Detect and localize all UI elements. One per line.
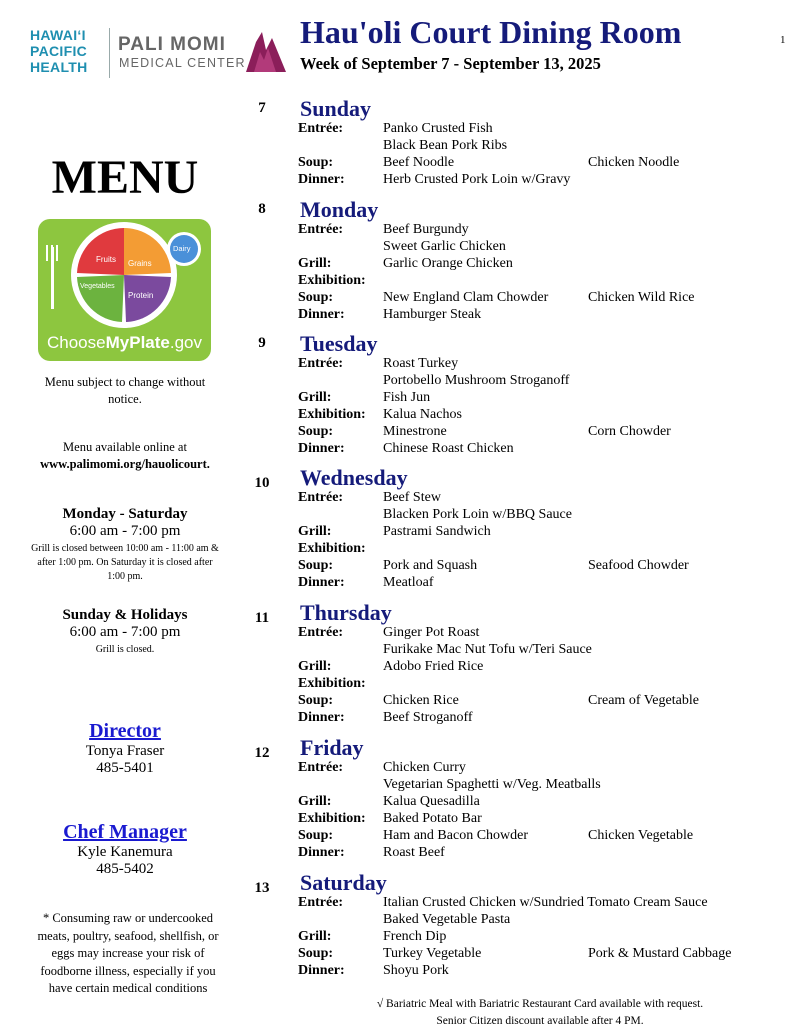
day-name: Friday	[300, 735, 364, 760]
notice-line: Menu subject to change without	[44, 375, 206, 389]
menu-row	[298, 760, 798, 777]
day-name: Monday	[300, 197, 379, 222]
hph-logo-line: HEALTH	[30, 59, 88, 75]
menu-category-label: Entrée:	[298, 356, 344, 371]
menu-category-label: Exhibition:	[298, 406, 366, 422]
footer-notes	[330, 996, 750, 1030]
pali-momi-logo-text: PALI MOMI	[118, 34, 226, 55]
menu-row	[298, 307, 798, 324]
soup-item-alt: Chicken Vegetable	[588, 827, 694, 843]
menu-row	[298, 575, 798, 592]
gov-text: .gov	[169, 333, 202, 352]
soup-item-alt: Seafood Chowder	[588, 557, 689, 573]
menu-category-label: Dinner:	[298, 709, 345, 725]
menu-category-label: Dinner:	[298, 844, 345, 860]
disclaimer-line: meats, poultry, seafood, shellfish, or	[37, 928, 219, 943]
choosemyplate-text	[38, 333, 211, 353]
grill-note-line: 1:00 pm.	[107, 571, 143, 582]
menu-category-label: Grill:	[298, 658, 332, 674]
director-name: Tonya Fraser	[85, 743, 165, 759]
menu-row	[298, 490, 798, 507]
grill-note-line: after 1:00 pm. On Saturday it is closed after	[37, 557, 213, 568]
day-number: 12	[254, 745, 270, 761]
menu-row	[298, 710, 798, 727]
menu-category-label: Grill:	[298, 255, 332, 271]
day-name: Tuesday	[300, 331, 378, 356]
soup-item-alt: Corn Chowder	[588, 423, 671, 439]
weekday-hours: 6:00 am - 7:00 pm	[69, 523, 181, 539]
menu-row	[298, 390, 798, 407]
page-number: 1	[780, 34, 786, 46]
menu-category-label: Soup:	[298, 557, 334, 573]
menu-category-label: Exhibition:	[298, 540, 366, 556]
page-title: Hau'oli Court Dining Room	[300, 14, 682, 50]
soup-item-alt: Chicken Noodle	[588, 154, 680, 170]
website-url: www.palimomi.org/hauolicourt.	[40, 457, 210, 471]
menu-row	[298, 845, 798, 862]
menu-item: Roast Beef	[383, 844, 445, 860]
menu-row	[298, 929, 798, 946]
dairy-label: Dairy	[173, 244, 191, 253]
myplate-text: MyPlate	[105, 333, 170, 352]
chef-name: Kyle Kanemura	[77, 844, 173, 860]
menu-item: Furikake Mac Nut Tofu w/Teri Sauce	[383, 641, 592, 657]
chef-manager-link[interactable]: Chef Manager	[63, 821, 187, 843]
fruits-label: Fruits	[96, 255, 116, 264]
menu-item: Turkey Vegetable	[383, 945, 482, 961]
menu-row	[298, 441, 798, 458]
myplate-icon	[38, 219, 211, 331]
menu-item: Herb Crusted Pork Loin w/Gravy	[383, 171, 571, 187]
notice-line: notice.	[108, 392, 142, 406]
menu-row	[298, 222, 798, 239]
grains-label: Grains	[128, 259, 152, 268]
day-number: 13	[254, 880, 270, 896]
weekend-heading: Sunday & Holidays	[62, 607, 188, 623]
menu-row	[298, 558, 798, 575]
director-link[interactable]: Director	[89, 720, 161, 742]
menu-category-label: Entrée:	[298, 490, 344, 505]
menu-row	[298, 256, 798, 273]
hph-logo-text	[30, 27, 88, 75]
weekday-heading: Monday - Saturday	[62, 506, 188, 522]
menu-item: Sweet Garlic Chicken	[383, 238, 506, 254]
menu-category-label: Entrée:	[298, 760, 344, 775]
menu-item: Beef Stroganoff	[383, 709, 473, 725]
weekday-hours-block	[0, 506, 250, 584]
day-number: 10	[254, 475, 270, 491]
change-notice	[0, 374, 250, 408]
menu-category-label: Exhibition:	[298, 272, 366, 288]
menu-row	[298, 121, 798, 138]
day-name: Thursday	[300, 600, 392, 625]
online-line: Menu available online at	[63, 440, 187, 454]
menu-category-label: Dinner:	[298, 440, 345, 456]
menu-item: Kalua Quesadilla	[383, 793, 480, 809]
menu-row	[298, 642, 798, 659]
menu-row	[298, 356, 798, 373]
menu-category-label: Grill:	[298, 523, 332, 539]
menu-item: Baked Vegetable Pasta	[383, 911, 511, 927]
menu-category-label: Dinner:	[298, 574, 345, 590]
menu-row	[298, 155, 798, 172]
menu-item: Hamburger Steak	[383, 306, 482, 322]
weekend-hours-block	[0, 607, 250, 657]
menu-item: Roast Turkey	[383, 356, 459, 371]
menu-category-label: Entrée:	[298, 625, 344, 640]
menu-item: Ginger Pot Roast	[383, 625, 480, 640]
menu-category-label: Soup:	[298, 423, 334, 439]
choose-text: Choose	[47, 333, 106, 352]
menu-category-label: Soup:	[298, 154, 334, 170]
menu-row	[298, 373, 798, 390]
menu-heading: MENU	[51, 151, 199, 204]
menu-category-label: Dinner:	[298, 962, 345, 978]
menu-item: Ham and Bacon Chowder	[383, 827, 529, 843]
menu-item: Chinese Roast Chicken	[383, 440, 514, 456]
pali-momi-mountain-icon	[246, 30, 286, 72]
menu-category-label: Entrée:	[298, 895, 344, 910]
senior-discount-note: Senior Citizen discount available after 4 PM.	[436, 1015, 644, 1027]
chef-block	[0, 821, 250, 878]
menu-row	[298, 507, 798, 524]
disclaimer-line: * Consuming raw or undercooked	[42, 911, 214, 925]
menu-item: Portobello Mushroom Stroganoff	[383, 372, 570, 388]
soup-item-alt: Cream of Vegetable	[588, 692, 699, 708]
disclaimer-line: have certain medical conditions	[48, 981, 208, 995]
menu-item: Chicken Curry	[383, 760, 466, 775]
menu-item: Pastrami Sandwich	[383, 523, 491, 539]
menu-category-label: Soup:	[298, 945, 334, 961]
menu-row	[298, 541, 798, 558]
day-name: Saturday	[300, 870, 387, 895]
menu-item: Baked Potato Bar	[383, 810, 482, 826]
menu-item: Beef Burgundy	[383, 222, 469, 237]
day-number: 7	[258, 100, 266, 116]
weekend-hours: 6:00 am - 7:00 pm	[69, 624, 181, 640]
menu-row	[298, 794, 798, 811]
menu-item: Adobo Fried Rice	[383, 658, 484, 674]
menu-category-label: Soup:	[298, 692, 334, 708]
menu-item: Beef Stew	[383, 490, 441, 505]
myplate-graphic	[38, 219, 211, 361]
menu-item: Black Bean Pork Ribs	[383, 137, 508, 153]
menu-row	[298, 424, 798, 441]
bariatric-note: √ Bariatric Meal with Bariatric Restaurant Card available with request.	[376, 998, 704, 1010]
menu-row	[298, 239, 798, 256]
menu-item: Pork and Squash	[383, 557, 478, 573]
menu-category-label: Grill:	[298, 793, 332, 809]
menu-category-label: Entrée:	[298, 222, 344, 237]
hph-logo-line: HAWAIʻI	[30, 27, 86, 43]
hph-logo-line: PACIFIC	[30, 43, 88, 59]
menu-row	[298, 693, 798, 710]
disclaimer-line: foodborne illness, especially if you	[40, 963, 216, 978]
weekend-grill-note: Grill is closed.	[95, 644, 155, 655]
food-safety-disclaimer	[22, 910, 234, 998]
menu-category-label: Entrée:	[298, 121, 344, 136]
menu-category-label: Grill:	[298, 928, 332, 944]
menu-row	[298, 895, 798, 912]
menu-row	[298, 625, 798, 642]
menu-row	[298, 676, 798, 693]
menu-item: Kalua Nachos	[383, 406, 462, 422]
director-block	[0, 720, 250, 777]
day-name: Sunday	[300, 96, 371, 121]
menu-item: Meatloaf	[383, 574, 434, 590]
menu-item: New England Clam Chowder	[383, 289, 549, 305]
menu-row	[298, 273, 798, 290]
day-number: 8	[258, 201, 266, 217]
menu-row	[298, 172, 798, 189]
menu-item: Blacken Pork Loin w/BBQ Sauce	[383, 506, 572, 522]
grill-note	[0, 542, 250, 584]
chef-phone: 485-5402	[96, 861, 154, 877]
logo-divider	[109, 28, 110, 78]
menu-item: Chicken Rice	[383, 692, 459, 708]
menu-item: Fish Jun	[383, 389, 431, 405]
menu-item: Vegetarian Spaghetti w/Veg. Meatballs	[383, 776, 601, 792]
director-phone: 485-5401	[96, 760, 154, 776]
menu-item: Shoyu Pork	[383, 962, 449, 978]
menu-category-label: Soup:	[298, 289, 334, 305]
menu-item: Minestrone	[383, 423, 447, 439]
menu-row	[298, 912, 798, 929]
menu-item: Beef Noodle	[383, 154, 455, 170]
menu-row	[298, 811, 798, 828]
menu-item: French Dip	[383, 928, 447, 944]
menu-category-label: Soup:	[298, 827, 334, 843]
menu-row	[298, 138, 798, 155]
vegetables-label: Vegetables	[80, 283, 115, 290]
disclaimer-line: eggs may increase your risk of	[51, 946, 205, 960]
day-number: 11	[254, 610, 270, 626]
menu-row	[298, 777, 798, 794]
online-notice	[0, 439, 250, 473]
menu-item: Panko Crusted Fish	[383, 121, 493, 136]
menu-category-label: Dinner:	[298, 306, 345, 322]
menu-row	[298, 407, 798, 424]
day-number: 9	[258, 335, 266, 351]
menu-row	[298, 290, 798, 307]
protein-label: Protein	[128, 291, 154, 300]
menu-item: Garlic Orange Chicken	[383, 255, 513, 271]
menu-category-label: Exhibition:	[298, 675, 366, 691]
menu-row	[298, 963, 798, 980]
grill-note-line: Grill is closed between 10:00 am - 11:00 am &	[31, 543, 219, 554]
soup-item-alt: Chicken Wild Rice	[588, 289, 695, 305]
day-name: Wednesday	[300, 465, 408, 490]
menu-row	[298, 659, 798, 676]
medical-center-logo-text: MEDICAL CENTER	[119, 56, 246, 70]
soup-item-alt: Pork & Mustard Cabbage	[588, 945, 732, 961]
menu-category-label: Grill:	[298, 389, 332, 405]
menu-row	[298, 828, 798, 845]
menu-item: Italian Crusted Chicken w/Sundried Tomato Cream Sauce	[383, 895, 708, 910]
menu-row	[298, 524, 798, 541]
menu-category-label: Dinner:	[298, 171, 345, 187]
menu-row	[298, 946, 798, 963]
menu-category-label: Exhibition:	[298, 810, 366, 826]
week-range: Week of September 7 - September 13, 2025	[300, 54, 601, 73]
